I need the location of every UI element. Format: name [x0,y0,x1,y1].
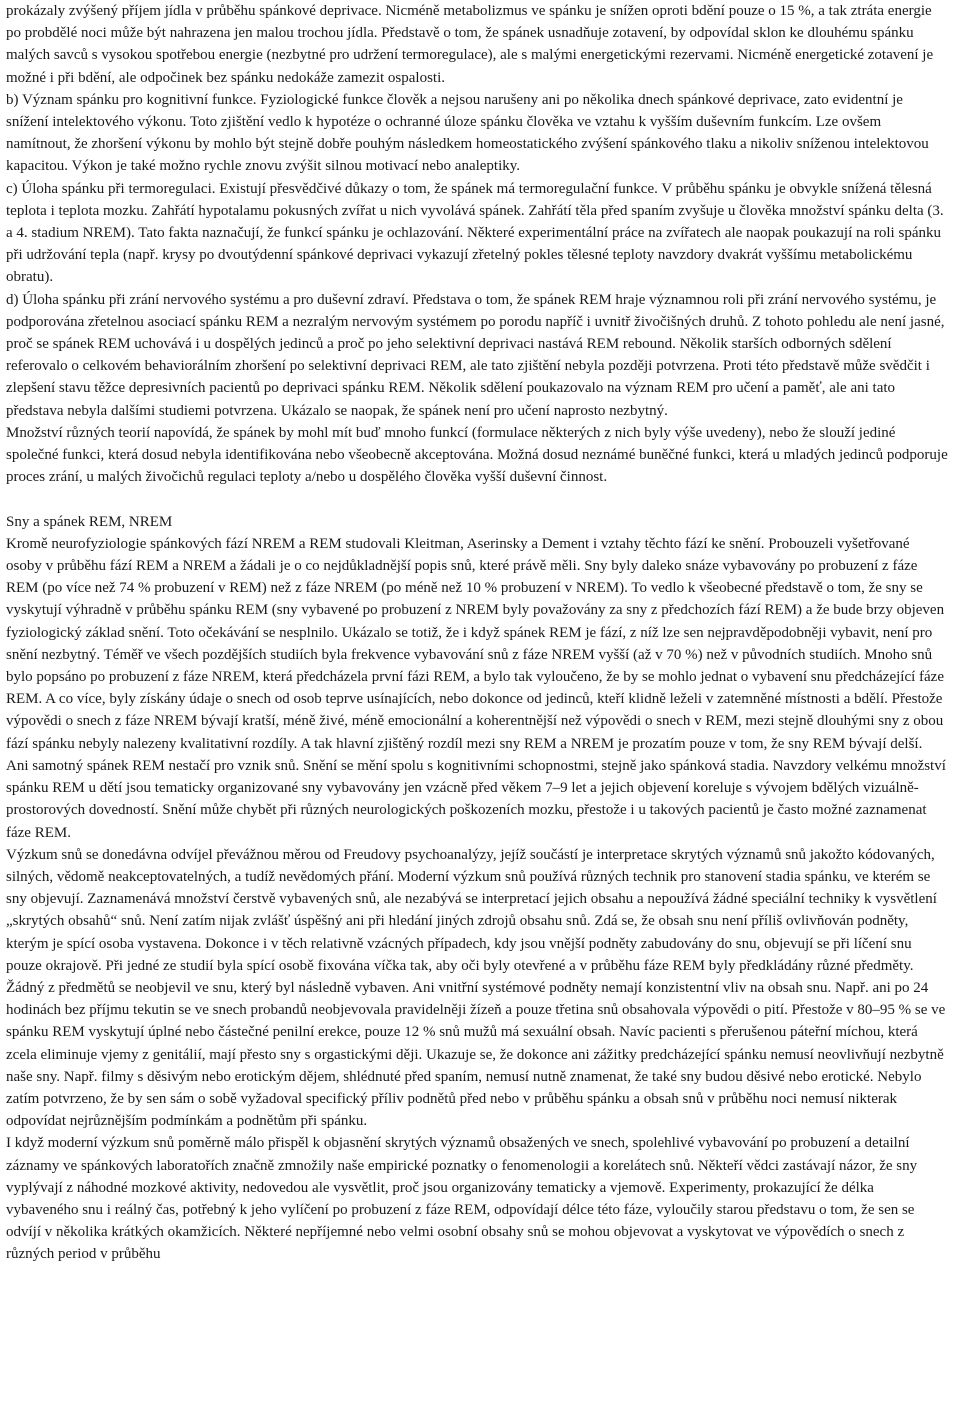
paragraph-metabolism: prokázaly zvýšený příjem jídla v průběhu spánkové deprivace. Nicméně metabolizmus ve spánku je snížen oproti bdění pouze o 15 %, a tak ztráta energie po probdělé noci může být nahrazena jen malou trochou jídla. Představě o tom, že spánek usnadňuje zotavení, by odpovídal sklon ke dlouhému spánku malých savců s vysokou spotřebou energie (nezbytné pro udržení termoregulace), ale s malými energetickými rezervami. Nicméně energetické zotavení je možné i při bdění, ale odpočinek bez spánku nedokáže zamezit ospalosti. [6,3,934,86]
section-title: Sny a spánek REM, NREM [6,513,173,530]
paragraph-dreams-rem-nrem: Kromě neurofyziologie spánkových fází NREM a REM studovali Kleitman, Aserinsky a Dement i vztahy těchto fází ke snění. Probouzeli vyšetřované osoby v průběhu fází REM a NREM a žádali je o co nejdůkladnější popis snů, které právě měli. Sny byly daleko snáze vybavovány po probuzení z fáze REM (po více než 74 % probuzení v REM) než z fáze NREM (po méně než 10 % probuzení v NREM). To vedlo k všeobecné představě o tom, že sny se vyskytují výhradně v průběhu spánku REM (sny vybavené po probuzení z NREM byly považovány za sny z předchozích fází REM) a že bude brzy objeven fyziologický základ snění. Toto očekávání se nesplnilo. Ukázalo se totiž, že i když spánek REM je fází, z níž lze sen nejpravděpodobněji vybavit, není pro snění nezbytný. Téměř ve všech pozdějších studiích byla frekvence vybavování snů z fáze NREM vyšší (až v 70 %) než v původních studiích. Mnoho snů bylo popsáno po probuzení z fáze NREM, která předcházela první fázi REM, a bylo tak vyloučeno, že by se mohlo jednat o vybavení snu předcházející fáze REM. A co více, byly získány údaje o snech od osob teprve usínajících, nebo dokonce od jedinců, kteří klidně leželi v zatemněné místnosti a bdělí. Přestože výpovědi o snech z fáze NREM bývají kratší, méně živé, méně emocionální a koherentnější než výpovědi o snech v REM, mezi stejně dlouhými sny z obou fází spánku nebyly nalezeny kvalitativní rozdíly. A tak hlavní zjištěný rozdíl mezi sny REM a NREM je prozatím pouze v tom, že sny REM bývají delší. [6,535,945,752]
paragraph-cognitive-functions: b) Význam spánku pro kognitivní funkce. Fyziologické funkce člověk a nejsou narušeny ani po několika dnech spánkové deprivace, zato evidentní je snížení intelektového výkonu. Toto zjištění vedlo k hypotéze o ochranné úloze spánku člověka ve vztahu k vyšším duševním funkcím. Lze ovšem namítnout, že zhoršení výkonu by mohlo být stejně dobře pouhým následkem homeostatického zvýšení spánkového tlaku a nikoliv sníženou intelektovou kapacitou. Výkon je také možno rychle znovu zvýšit silnou motivací nebo analeptiky. [6,91,929,175]
section-spacer [6,488,948,510]
paragraph-thermoregulation: c) Úloha spánku při termoregulaci. Existují přesvědčivé důkazy o tom, že spánek má termoregulační funkce. V průběhu spánku je obvykle snížená tělesná teplota i teplota mozku. Zahřátí hypotalamu pokusných zvířat u nich vyvolává spánek. Zahřátí těla před spaním zvyšuje u člověka množství spánku delta (3. a 4. stadium NREM). Tato fakta naznačují, že funkcí spánku je ochlazování. Některé experimentální práce na zvířatech ale naopak poukazují na roli spánku při udržování tepla (např. krysy po dvoutýdenní spánkové deprivaci vykazují zřetelný pokles tělesné teploty navzdory dvakrát vyššímu metabolickému obratu). [6,180,944,286]
paragraph-nervous-system-maturation: d) Úloha spánku při zrání nervového systému a pro duševní zdraví. Představa o tom, že spánek REM hraje významnou roli při zrání nervového systému, je podporována zřetelnou asociací spánku REM a nezralým nervovým systémem po porodu napříč i uvnitř živočišných druhů. Z tohoto pohledu ale není jasné, proč se spánek REM uchovává i u dospělých jedinců a proč po jeho selektivní deprivaci nastává REM rebound. Několik starších odborných sdělení referovalo o celkovém behaviorálním zhoršení po selektivní deprivaci REM, ale tato zjištění nebyla později potvrzena. Proti této představě může svědčit i zlepšení stavu těžce depresivních pacientů po deprivaci spánku REM. Několik sdělení poukazovalo na význam REM pro učení a paměť, ale ani tato představa nebyla dalšími studiemi potvrzena. Ukázalo se naopak, že spánek není pro učení naprosto nezbytný. [6,291,945,419]
paragraph-theories-summary: Množství různých teorií napovídá, že spánek by mohl mít buď mnoho funkcí (formulace některých z nich byly výše uvedeny), nebo že slouží jediné společné funkci, která dosud nebyla identifikována nebo všeobecně akceptována. Možná dosud neznámé buněčné funkci, která u mladých jedinců podporuje proces zrání, u malých živočichů regulaci teploty a/nebo u dospělého člověka vyšší duševní činnost. [6,424,948,486]
paragraph-dream-research: Výzkum snů se donedávna odvíjel převážnou měrou od Freudovy psychoanalýzy, jejíž součástí je interpretace skrytých významů snů jakožto kódovaných, silných, vědomě neakceptovatelných, a tudíž nevědomých přání. Moderní výzkum snů používá různých technik pro stanovení stadia spánku, ve kterém se sny objevují. Zaznamenává množství čerstvě vybavených snů, ale nezabývá se interpretací jejich obsahu a nepoužívá žádné speciální techniky k vysvětlení „skrytých obsahů“ snů. Není zatím nijak zvlášť úspěšný ani při hledání jiných zdrojů obsahu snů. Zdá se, že obsah snu není příliš ovlivňován podněty, kterým je spící osoba vystavena. Dokonce i v těch relativně vzácných případech, kdy jsou vnější podněty zabudovány do snu, objevují se při líčení snu pouze okrajově. Při jedné ze studií byla spící osobě fixována víčka tak, aby oči byly otevřené a v průběhu fáze REM byly předkládány různé předměty. Žádný z předmětů se neobjevil ve snu, který byl následně vybaven. Ani vnitřní systémové podněty nemají konzistentní vliv na obsah snu. Např. ani po 24 hodinách bez příjmu tekutin se ve snech probandů neobjevovala pravidelněji žízeň a pouze třetina snů obsahovala výpovědi o pití. Přestože v 80–95 % se ve spánku REM vyskytují úplné nebo částečné penilní erekce, pouze 12 % snů mužů má sexuální obsah. Navíc pacienti s přerušenou páteřní míchou, která zcela eliminuje vjemy z genitálií, mají přesto sny s orgastickými ději. Ukazuje se, že dokonce ani zážitky predcházející spánku nemusí neovlivňují nezbytně naše sny. Např. filmy s děsivým nebo erotickým dějem, shlédnuté před spaním, nemusí nutně znamenat, že také sny budou děsivé nebo erotické. Nebylo zatím potvrzeno, že by sen sám o sobě vyžadoval specifický příliv podnětů před nebo v průběhu spánku a obsah snů v průběhu noci nemusí nikterak odpovídat nejrůznějším podmínkám a podnětům při spánku. [6,846,946,1130]
paragraph-modern-research: I když moderní výzkum snů poměrně málo přispěl k objasnění skrytých významů obsažených ve snech, spolehlivé vybavování po probuzení a detailní záznamy ve spánkových laboratořích značně zmnožily naše empirické poznatky o fenomenologii a korelátech snů. Někteří vědci zastávají názor, že sny vyplývají z náhodné mozkové aktivity, nedovedou ale vysvětlit, proč jsou organizovány tematicky a vjemově. Experimenty, prokazující že délka vybaveného snu i reálný čas, potřebný k jeho vylíčení po probuzení z fáze REM, odpovídají délce této fáze, vyloučily starou představu o tom, že sen se odvíjí v několika krátkých okamžicích. Některé nepříjemné nebo velmi osobní obsahy snů se mohou objevovat a vyskytovat ve výpovědích o snech z různých period v průběhu [6,1135,918,1263]
paragraph-rem-not-sufficient: Ani samotný spánek REM nestačí pro vznik snů. Snění se mění spolu s kognitivními schopnostmi, stejně jako spánková stadia. Navzdory velkému množství spánku REM u dětí jsou tematicky organizované sny vybavovány jen vzácně před věkem 7–9 let a jejich objevení koreluje s vývojem bdělých vizuálně-prostorových dovedností. Snění může chybět při různých neurologických poškozeních mozku, přestože i u takových pacientů je často možné zaznamenat fáze REM. [6,757,946,841]
